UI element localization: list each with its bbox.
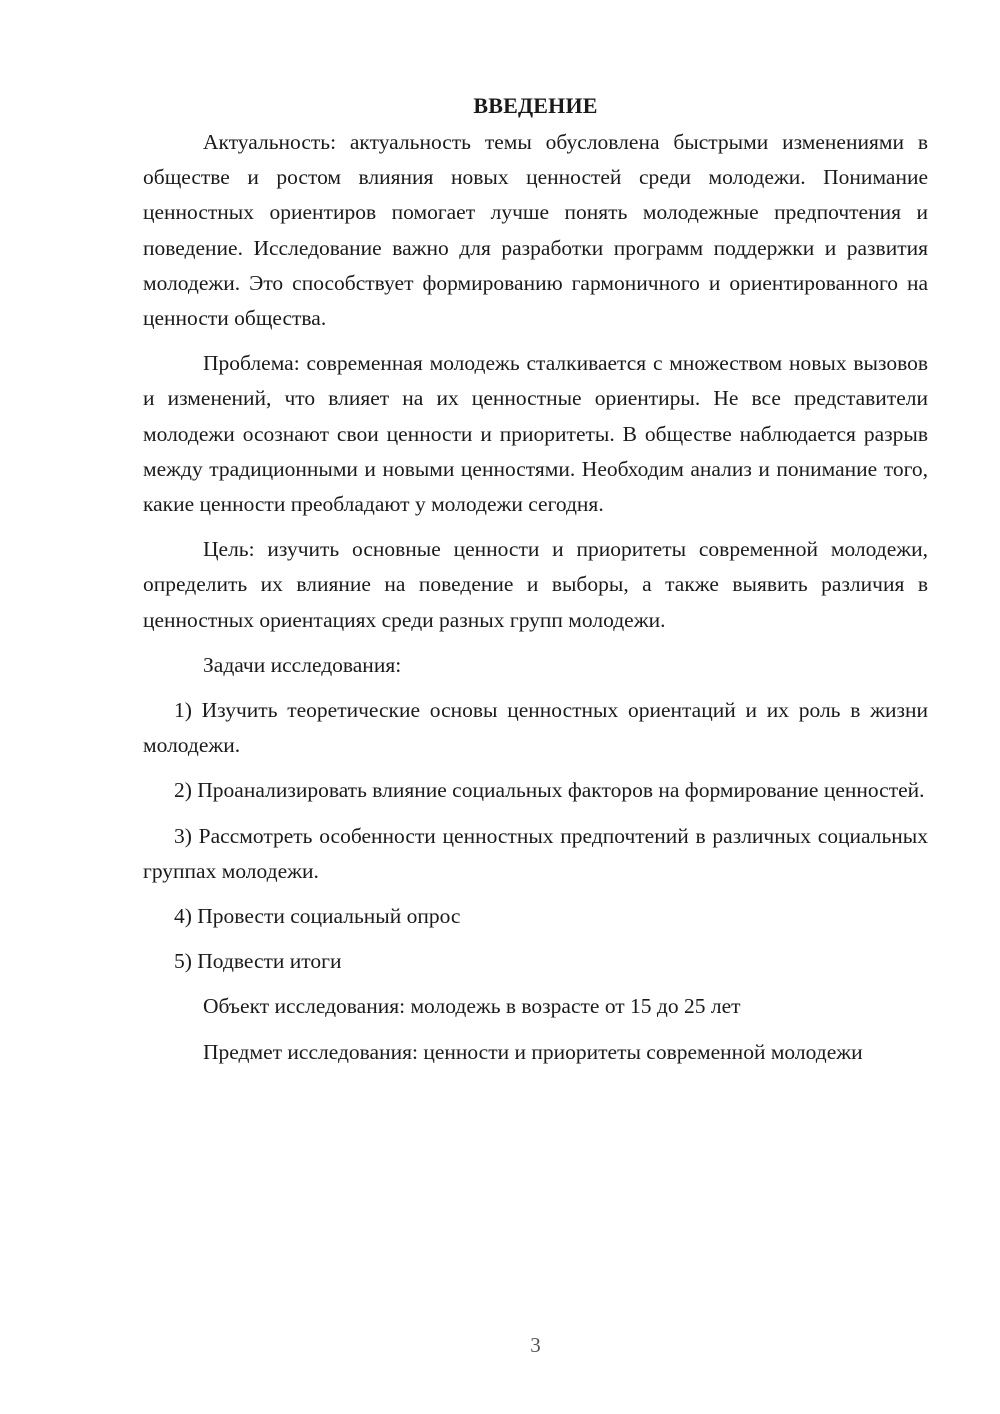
paragraph-relevance: Актуальность: актуальность темы обусловлена быстрыми изменениями в обществе и ростом влияния новых ценностей среди молодежи. Понимание ценностных ориентиров помогает лучше понять молодежные предпочтения и поведение. Исследование важно для разработки программ поддержки и развития молодежи. Это способствует формированию гармоничного и ориентированного на ценности общества.: [143, 130, 928, 331]
task-item-2: 2) Проанализировать влияние социальных факторов на формирование ценностей.: [174, 778, 925, 803]
section-title: ВВЕДЕНИЕ: [473, 93, 598, 118]
task-item-1: 1) Изучить теоретические основы ценностных ориентаций и их роль в жизни молодежи.: [143, 698, 928, 758]
paragraph-goal: Цель: изучить основные ценности и приоритеты современной молодежи, определить их влияние на поведение и выборы, а также выявить различия в ценностных ориентациях среди разных групп молодежи.: [143, 537, 928, 632]
paragraph-subject: Предмет исследования: ценности и приоритеты современной молодежи: [203, 1039, 863, 1064]
task-item-3: 3) Рассмотреть особенности ценностных предпочтений в различных социальных группах молодежи.: [143, 823, 928, 883]
task-item-4: 4) Провести социальный опрос: [174, 904, 461, 929]
page-number: 3: [530, 1333, 541, 1357]
paragraph-tasks-heading: Задачи исследования:: [203, 652, 402, 677]
document-page: [143, 88, 928, 1080]
task-item-5: 5) Подвести итоги: [174, 949, 342, 974]
paragraph-object: Объект исследования: молодежь в возрасте от 15 до 25 лет: [203, 994, 741, 1019]
paragraph-problem: Проблема: современная молодежь сталкивается с множеством новых вызовов и изменений, что влияет на их ценностные ориентиры. Не все представители молодежи осознают свои ценности и приоритеты. В обществе наблюдается разрыв между традиционными и новыми ценностями. Необходим анализ и понимание того, какие ценности преобладают у молодежи сегодня.: [143, 351, 928, 517]
